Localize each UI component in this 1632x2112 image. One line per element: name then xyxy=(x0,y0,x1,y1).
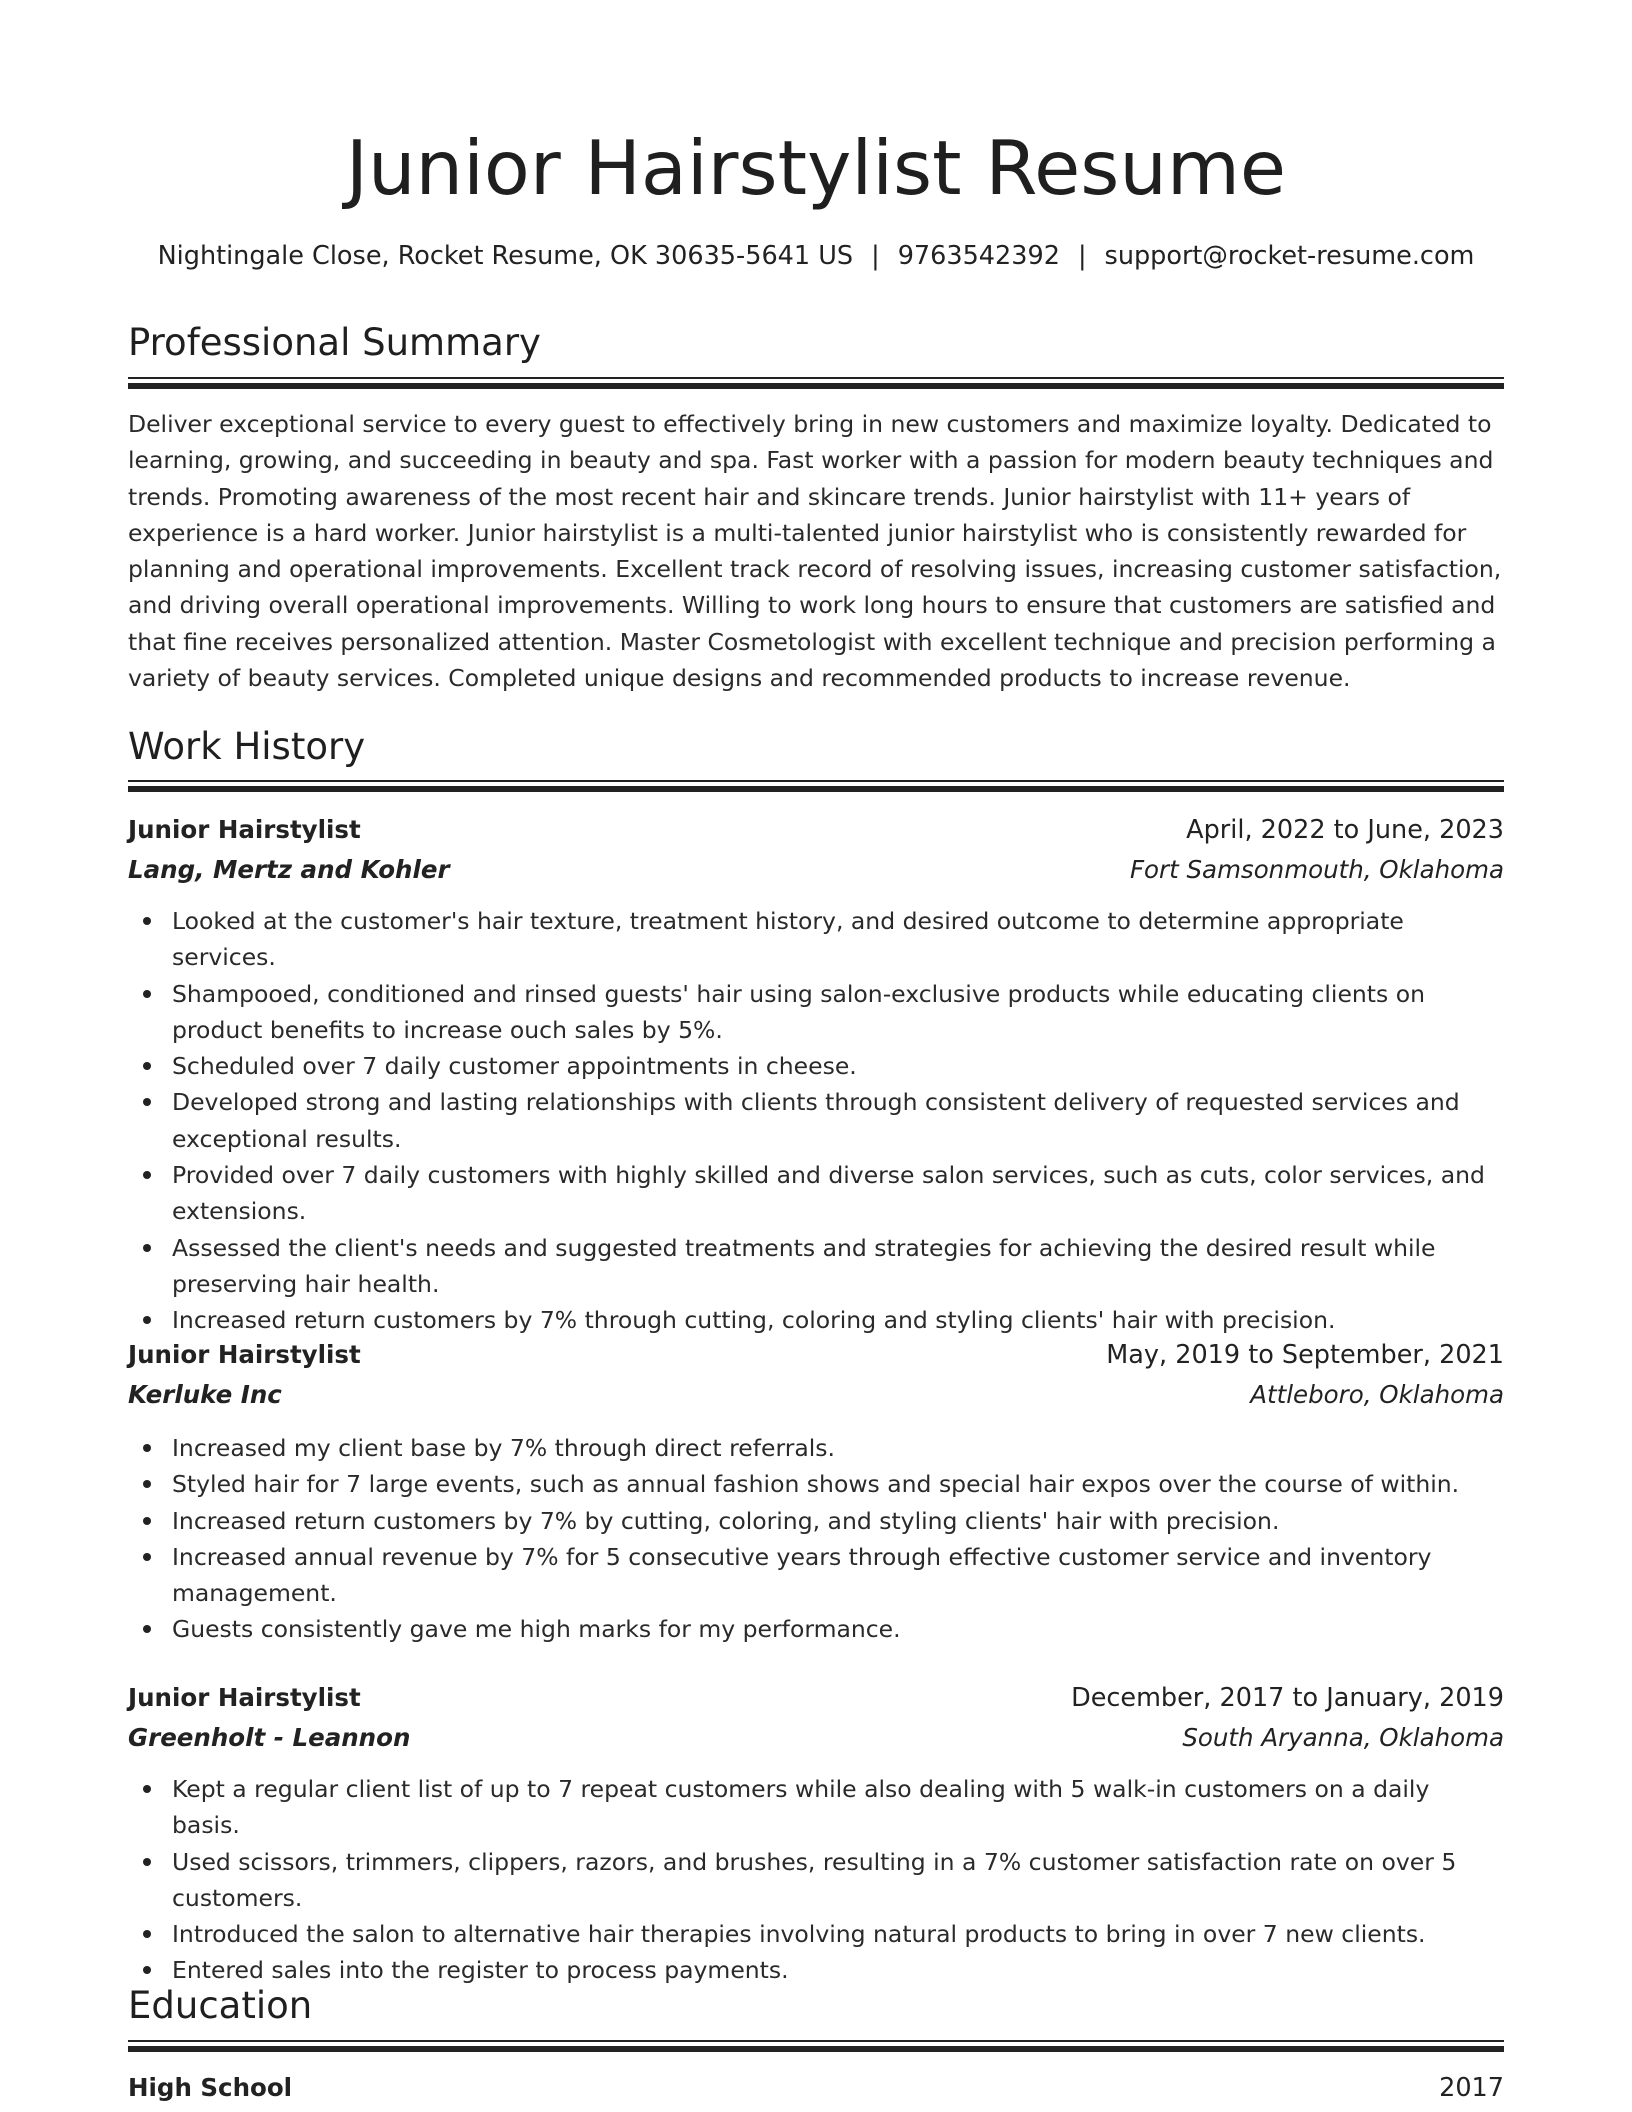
job-bullet: Increased return customers by 7% through cutting, coloring and styling clients' hair with precision. xyxy=(128,1302,1504,1338)
job-bullet: Increased my client base by 7% through direct referrals. xyxy=(128,1430,1504,1466)
job-title: Junior Hairstylist xyxy=(128,1340,361,1369)
job-company: Kerluke Inc xyxy=(128,1380,282,1409)
education-degree: High School xyxy=(128,2073,293,2102)
contact-separator: | xyxy=(871,241,880,271)
job-bullet: Kept a regular client list of up to 7 repeat customers while also dealing with 5 walk-in customers on a daily basis. xyxy=(128,1771,1504,1844)
job-bullet-list xyxy=(128,1771,1504,1989)
job-title: Junior Hairstylist xyxy=(128,1683,361,1712)
section-heading-summary: Professional Summary xyxy=(128,321,541,364)
job-bullet: Shampooed, conditioned and rinsed guests' hair using salon-exclusive products while educating clients on product benefits to increase ouch sales by 5%. xyxy=(128,976,1504,1049)
contact-phone: 9763542392 xyxy=(897,241,1060,271)
job-company: Greenholt - Leannon xyxy=(128,1723,411,1752)
job-bullet: Increased annual revenue by 7% for 5 consecutive years through effective customer service and inventory management. xyxy=(128,1539,1504,1612)
job-dates: May, 2019 to September, 2021 xyxy=(1106,1340,1504,1370)
page-title: Junior Hairstylist Resume xyxy=(345,124,1287,212)
section-heading-education: Education xyxy=(128,1984,313,2027)
job-bullet: Increased return customers by 7% by cutting, coloring, and styling clients' hair with precision. xyxy=(128,1503,1504,1539)
job-bullet-list xyxy=(128,903,1504,1339)
contact-address: Nightingale Close, Rocket Resume, OK 30635-5641 US xyxy=(157,241,854,271)
section-divider xyxy=(128,780,1504,792)
job-header-row xyxy=(128,1335,1504,1375)
section-heading-work-history: Work History xyxy=(128,725,366,768)
section-divider xyxy=(128,377,1504,389)
job-bullet: Entered sales into the register to process payments. xyxy=(128,1952,1504,1988)
education-year: 2017 xyxy=(1439,2073,1504,2103)
job-bullet: Assessed the client's needs and suggested treatments and strategies for achieving the desired result while preserving hair health. xyxy=(128,1230,1504,1303)
job-entry xyxy=(128,1678,1504,1989)
job-bullet-list xyxy=(128,1430,1504,1648)
job-company: Lang, Mertz and Kohler xyxy=(128,855,450,884)
job-bullet: Scheduled over 7 daily customer appointments in cheese. xyxy=(128,1048,1504,1084)
education-entry xyxy=(128,2068,1504,2108)
job-header-row xyxy=(128,810,1504,850)
contact-email: support@rocket-resume.com xyxy=(1104,241,1475,271)
job-dates: December, 2017 to January, 2019 xyxy=(1071,1683,1504,1713)
job-company-row xyxy=(128,850,1504,890)
section-divider xyxy=(128,2040,1504,2052)
job-bullet: Used scissors, trimmers, clippers, razors, and brushes, resulting in a 7% customer satisfaction rate on over 5 customers. xyxy=(128,1844,1504,1917)
job-header-row xyxy=(128,1678,1504,1718)
job-dates: April, 2022 to June, 2023 xyxy=(1186,815,1504,845)
job-entry xyxy=(128,1335,1504,1648)
job-location: Attleboro, Oklahoma xyxy=(1250,1380,1504,1409)
job-bullet: Provided over 7 daily customers with highly skilled and diverse salon services, such as cuts, color services, and extensions. xyxy=(128,1157,1504,1230)
job-company-row xyxy=(128,1375,1504,1415)
job-entry xyxy=(128,810,1504,1339)
summary-text: Deliver exceptional service to every guest to effectively bring in new customers and maximize loyalty. Dedicated to learning, growing, and succeeding in beauty and spa. Fast worker with a passion for modern beauty techniques and trends. Promoting awareness of the most recent hair and skincare trends. Junior hairstylist with 11+ years of experience is a hard worker. Junior hairstylist is a multi-talented junior hairstylist who is consistently rewarded for planning and operational improvements. Excellent track record of resolving issues, increasing customer satisfaction, and driving overall operational improvements. Willing to work long hours to ensure that customers are satisfied and that fine receives personalized attention. Master Cosmetologist with excellent technique and precision performing a variety of beauty services. Completed unique designs and recommended products to increase revenue. xyxy=(128,410,1502,693)
contact-line xyxy=(128,236,1504,276)
job-title: Junior Hairstylist xyxy=(128,815,361,844)
job-bullet: Styled hair for 7 large events, such as annual fashion shows and special hair expos over the course of within. xyxy=(128,1466,1504,1502)
job-company-row xyxy=(128,1718,1504,1758)
job-bullet: Introduced the salon to alternative hair therapies involving natural products to bring in over 7 new clients. xyxy=(128,1916,1504,1952)
job-bullet: Developed strong and lasting relationships with clients through consistent delivery of requested services and exceptional results. xyxy=(128,1084,1504,1157)
job-location: South Aryanna, Oklahoma xyxy=(1182,1723,1504,1752)
job-bullet: Guests consistently gave me high marks for my performance. xyxy=(128,1611,1504,1647)
contact-separator: | xyxy=(1077,241,1087,271)
job-bullet: Looked at the customer's hair texture, treatment history, and desired outcome to determine appropriate services. xyxy=(128,903,1504,976)
job-location: Fort Samsonmouth, Oklahoma xyxy=(1129,855,1504,884)
